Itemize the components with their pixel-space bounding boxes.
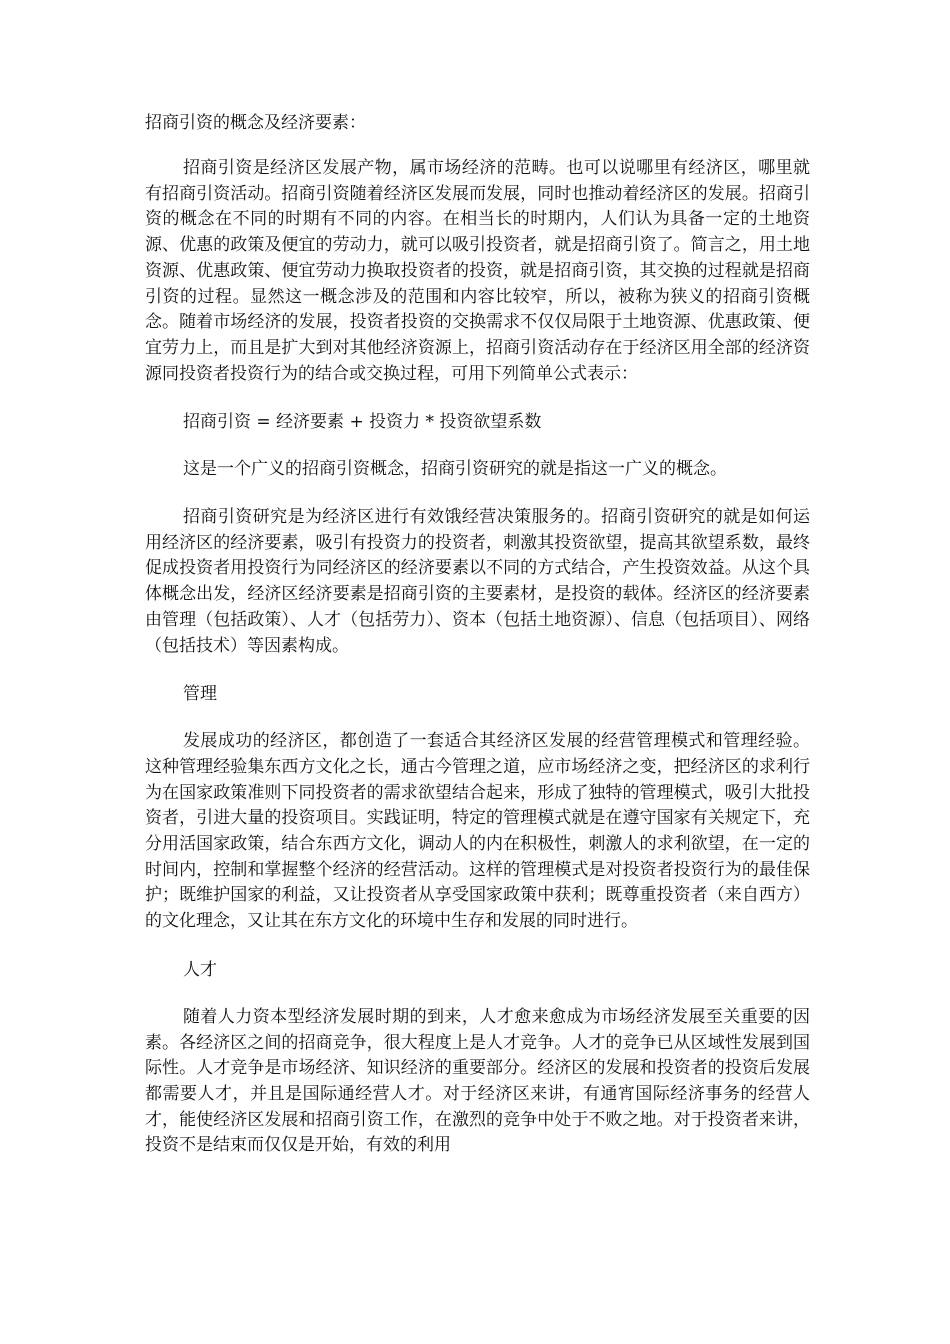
document-title: 招商引资的概念及经济要素： bbox=[145, 113, 366, 133]
paragraph-concept-intro: 招商引资是经济区发展产物，属市场经济的范畴。也可以说哪里有经济区，哪里就有招商引资活动。招商引资随着经济区发展而发展，同时也推动着经济区的发展。招商引资的概念在不同的时期有不同的内容。在相当长的时期内，人们认为具备一定的土地资源、优惠的政策及便宜的劳动力，就可以吸引投资者，就是招商引资了。简言之，用土地资源、优惠政策、便宜劳动力换取投资者的投资，就是招商引资，其交换的过程就是招商引资的过程。显然这一概念涉及的范围和内容比较窄，所以，被称为狭义的招商引资概念。随着市场经济的发展，投资者投资的交换需求不仅仅局限于土地资源、优惠政策、便宜劳力上，而且是扩大到对其他经济资源上，招商引资活动存在于经济区用全部的经济资源同投资者投资行为的结合或交换过程，可用下列简单公式表示： bbox=[145, 158, 810, 384]
document-page bbox=[145, 110, 810, 1181]
paragraph-talent: 随着人力资本型经济发展时期的到来，人才愈来愈成为市场经济发展至关重要的因素。各经济区之间的招商竞争，很大程度上是人才竞争。人才的竞争已从区域性发展到国际性。人才竞争是市场经济、知识经济的重要部分。经济区的发展和投资者的投资后发展都需要人才，并且是国际通经营人才。对于经济区来讲，有通宵国际经济事务的经营人才，能使经济区发展和招商引资工作，在激烈的竞争中处于不败之地。对于投资者来讲，投资不是结束而仅仅是开始，有效的利用 bbox=[145, 1006, 810, 1156]
subheading-talent: 人才 bbox=[183, 959, 217, 980]
paragraph-research-purpose: 招商引资研究是为经济区进行有效饿经营决策服务的。招商引资研究的就是如何运用经济区的经济要素，吸引有投资力的投资者，刺激其投资欲望，提高其欲望系数，最终促成投资者用投资行为同经济区的经济要素以不同的方式结合，产生投资效益。从这个具体概念出发，经济区经济要素是招商引资的主要素材，是投资的载体。经济区的经济要素由管理（包括政策）、人才（包括劳力）、资本（包括土地资源）、信息（包括项目）、网络（包括技术）等因素构成。 bbox=[145, 507, 810, 656]
subheading-management: 管理 bbox=[183, 684, 217, 705]
paragraph-management: 发展成功的经济区，都创造了一套适合其经济区发展的经营管理模式和管理经验。这种管理经验集东西方文化之长，通古今管理之道，应市场经济之变，把经济区的求利行为在国家政策准则下同投资者的需求欲望结合起来，形成了独特的管理模式，吸引大批投资者，引进大量的投资项目。实践证明，特定的管理模式就是在遵守国家有关规定下，充分用活国家政策，结合东西方文化，调动人的内在积极性，刺激人的求利欲望，在一定的时间内，控制和掌握整个经济的经营活动。这样的管理模式是对投资者投资行为的最佳保护；既维护国家的利益，又让投资者从享受国家政策中获利；既尊重投资者（来自西方）的文化理念，又让其在东方文化的环境中生存和发展的同时进行。 bbox=[145, 731, 810, 932]
formula-line: 招商引资 = 经济要素 + 投资力 * 投资欲望系数 bbox=[183, 412, 542, 433]
paragraph-broad-concept: 这是一个广义的招商引资概念，招商引资研究的就是指这一广义的概念。 bbox=[183, 459, 727, 480]
